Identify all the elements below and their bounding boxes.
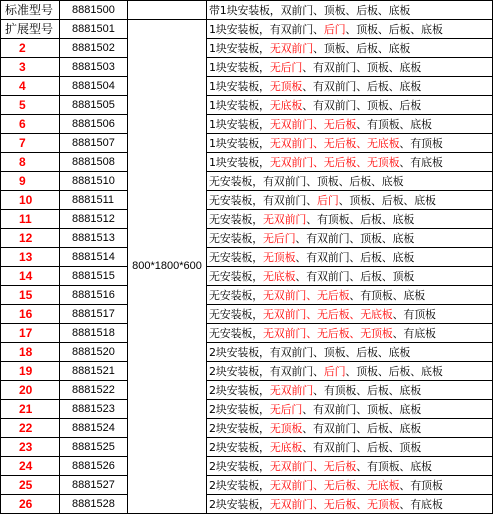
highlighted-text: 无双前门、无后板 [263,288,350,302]
highlighted-text: 无双前门、无后板、无底板 [269,478,400,492]
row-number: 9 [1,172,60,191]
model-code: 8881514 [60,248,128,267]
table-row [1,457,493,476]
model-code: 8881500 [60,1,128,20]
description-text: 无安装板， [209,250,263,264]
description-text: 、有双前门、顶板、底板 [302,402,422,416]
table-row [1,39,493,58]
description-text: 、顶板、后板、底板 [313,41,411,55]
table-row [1,476,493,495]
configuration-description [207,438,493,457]
table-row [1,305,493,324]
description-text: 2块安装板， [209,459,270,473]
configuration-description [207,343,493,362]
description-text: 无安装板，有双前门、 [209,193,317,207]
table-row [1,20,493,39]
model-code: 8881518 [60,324,128,343]
table-row [1,381,493,400]
configuration-description [207,495,493,514]
model-code: 8881516 [60,286,128,305]
configuration-description [207,96,493,115]
row-number: 26 [1,495,60,514]
table-row [1,77,493,96]
table-row [1,153,493,172]
configuration-description [207,400,493,419]
row-number: 11 [1,210,60,229]
description-text: 、有顶板、后板、底板 [306,212,415,226]
row-number: 23 [1,438,60,457]
description-text: 、有双前门、顶板、底板 [302,60,422,74]
configuration-description [207,267,493,286]
description-text: 1块安装板，有双前门、 [209,22,324,36]
configuration-description [207,457,493,476]
highlighted-text: 无双前门、无后板、无底板 [263,307,393,321]
description-text: 、有底板 [399,155,443,169]
table-row [1,438,493,457]
row-number: 22 [1,419,60,438]
highlighted-text: 无后门 [263,231,296,245]
configuration-description [207,1,493,20]
table-row [1,495,493,514]
model-code: 8881507 [60,134,128,153]
description-text: 无安装板， [209,288,263,302]
description-text: 无安装板， [209,231,263,245]
model-code: 8881525 [60,438,128,457]
model-code: 8881501 [60,20,128,39]
model-code: 8881510 [60,172,128,191]
model-code: 8881526 [60,457,128,476]
description-text: 、顶板、后板、底板 [338,193,436,207]
configuration-description [207,58,493,77]
highlighted-text: 无双前门、无后板、无顶板 [269,155,400,169]
table-row [1,267,493,286]
description-text: 1块安装板， [209,117,270,131]
description-text: 无安装板， [209,212,263,226]
table-row [1,343,493,362]
table-row [1,419,493,438]
table-row [1,248,493,267]
table-row [1,1,493,20]
highlighted-text: 无底板 [269,98,303,112]
table-row [1,229,493,248]
highlighted-text: 无顶板 [269,79,303,93]
highlighted-text: 无双前门、无后板 [269,459,357,473]
configuration-description [207,476,493,495]
row-number: 15 [1,286,60,305]
row-number: 8 [1,153,60,172]
description-text: 2块安装板，有双前门、 [209,364,324,378]
row-number: 16 [1,305,60,324]
configuration-description [207,286,493,305]
model-code: 8881513 [60,229,128,248]
configuration-description [207,210,493,229]
description-text: 、有双前门、顶板、底板 [295,231,415,245]
row-number: 3 [1,58,60,77]
description-text: 、有双前门、后板、底板 [302,79,422,93]
description-text: 、有底板 [392,326,436,340]
description-text: 1块安装板， [209,136,270,150]
configuration-description [207,39,493,58]
model-code: 8881505 [60,96,128,115]
highlighted-text: 后门 [317,193,339,207]
size-spec: 800*1800*600 [128,20,207,514]
configuration-description [207,115,493,134]
description-text: 无安装板，有双前门、顶板、后板、底板 [209,174,404,188]
description-text: 1块安装板， [209,155,270,169]
description-text: 无安装板， [209,326,263,340]
table-row [1,172,493,191]
model-code: 8881503 [60,58,128,77]
model-type-label: 标准型号 [1,1,60,20]
description-text: 、有底板 [399,497,443,511]
description-text: 1块安装板， [209,60,270,74]
description-text: 2块安装板，有双前门、顶板、后板、底板 [209,345,411,359]
table-row [1,191,493,210]
row-number: 7 [1,134,60,153]
size-cell-empty [128,1,207,20]
configuration-description [207,229,493,248]
model-spec-table-body [1,1,493,514]
description-text: 、有顶板、底板 [356,459,432,473]
description-text: 、有双前门、后板、顶板 [302,440,422,454]
row-number: 5 [1,96,60,115]
description-text: 1块安装板， [209,98,270,112]
model-code: 8881527 [60,476,128,495]
configuration-description [207,134,493,153]
model-code: 8881522 [60,381,128,400]
model-code: 8881515 [60,267,128,286]
highlighted-text: 无双前门、无后板、无顶板 [263,326,393,340]
highlighted-text: 后门 [323,22,346,36]
table-row [1,400,493,419]
model-code: 8881521 [60,362,128,381]
configuration-description [207,419,493,438]
highlighted-text: 无双前门 [269,383,314,397]
highlighted-text: 无顶板 [263,250,296,264]
highlighted-text: 无底板 [263,269,296,283]
table-row [1,324,493,343]
model-code: 8881506 [60,115,128,134]
highlighted-text: 无双前门、无后板 [269,117,357,131]
row-number: 20 [1,381,60,400]
row-number: 12 [1,229,60,248]
description-text: 2块安装板， [209,383,270,397]
model-code: 8881504 [60,77,128,96]
description-text: 、有顶板、底板 [349,288,426,302]
table-row [1,286,493,305]
description-text: 1块安装板， [209,79,270,93]
highlighted-text: 无双前门、无后板、无底板 [269,136,400,150]
description-text: 无安装板， [209,269,263,283]
highlighted-text: 无双前门 [269,41,314,55]
configuration-description [207,248,493,267]
description-text: 、有顶板、底板 [356,117,432,131]
row-number: 25 [1,476,60,495]
description-text: 、有顶板 [399,478,443,492]
row-number: 14 [1,267,60,286]
configuration-description [207,362,493,381]
description-text: 2块安装板， [209,421,270,435]
description-text: 2块安装板， [209,478,270,492]
description-text: 2块安装板， [209,440,270,454]
model-code: 8881508 [60,153,128,172]
row-number: 10 [1,191,60,210]
description-text: 、有双前门、顶板、后板 [302,98,422,112]
description-text: 、有顶板、后板、底板 [313,383,422,397]
model-code: 8881524 [60,419,128,438]
model-code: 8881517 [60,305,128,324]
configuration-description [207,77,493,96]
row-number: 18 [1,343,60,362]
description-text: 无安装板， [209,307,263,321]
description-text: 、有双前门、后板、顶板 [295,269,415,283]
table-row [1,58,493,77]
model-code: 8881502 [60,39,128,58]
description-text: 、顶板、后板、底板 [345,364,443,378]
description-text: 2块安装板， [209,402,270,416]
highlighted-text: 无后门 [269,402,303,416]
row-number: 24 [1,457,60,476]
row-number: 13 [1,248,60,267]
model-code: 8881520 [60,343,128,362]
configuration-description [207,191,493,210]
model-code: 8881528 [60,495,128,514]
configuration-description [207,20,493,39]
table-row [1,362,493,381]
highlighted-text: 无后门 [269,60,303,74]
model-code: 8881512 [60,210,128,229]
table-row [1,134,493,153]
configuration-description [207,305,493,324]
table-row [1,115,493,134]
model-code: 8881523 [60,400,128,419]
description-text: 、有顶板 [399,136,443,150]
description-text: 带1块安装板，双前门、顶板、后板、底板 [209,3,411,17]
configuration-description [207,153,493,172]
row-number: 6 [1,115,60,134]
description-text: 、顶板、后板、底板 [345,22,443,36]
highlighted-text: 无顶板 [269,421,303,435]
row-number: 4 [1,77,60,96]
table-row [1,96,493,115]
configuration-description [207,172,493,191]
table-row [1,210,493,229]
row-number: 21 [1,400,60,419]
configuration-description [207,324,493,343]
row-number: 2 [1,39,60,58]
description-text: 、有双前门、后板、底板 [302,421,422,435]
description-text: 1块安装板， [209,41,270,55]
model-code: 8881511 [60,191,128,210]
configuration-description [207,381,493,400]
highlighted-text: 后门 [323,364,346,378]
highlighted-text: 无双前门、无后板、无顶板 [269,497,400,511]
model-type-label: 扩展型号 [1,20,60,39]
row-number: 17 [1,324,60,343]
description-text: 、有顶板 [392,307,436,321]
highlighted-text: 无底板 [269,440,303,454]
highlighted-text: 无双前门 [263,212,307,226]
row-number: 19 [1,362,60,381]
description-text: 2块安装板， [209,497,270,511]
description-text: 、有双前门、后板、底板 [295,250,415,264]
